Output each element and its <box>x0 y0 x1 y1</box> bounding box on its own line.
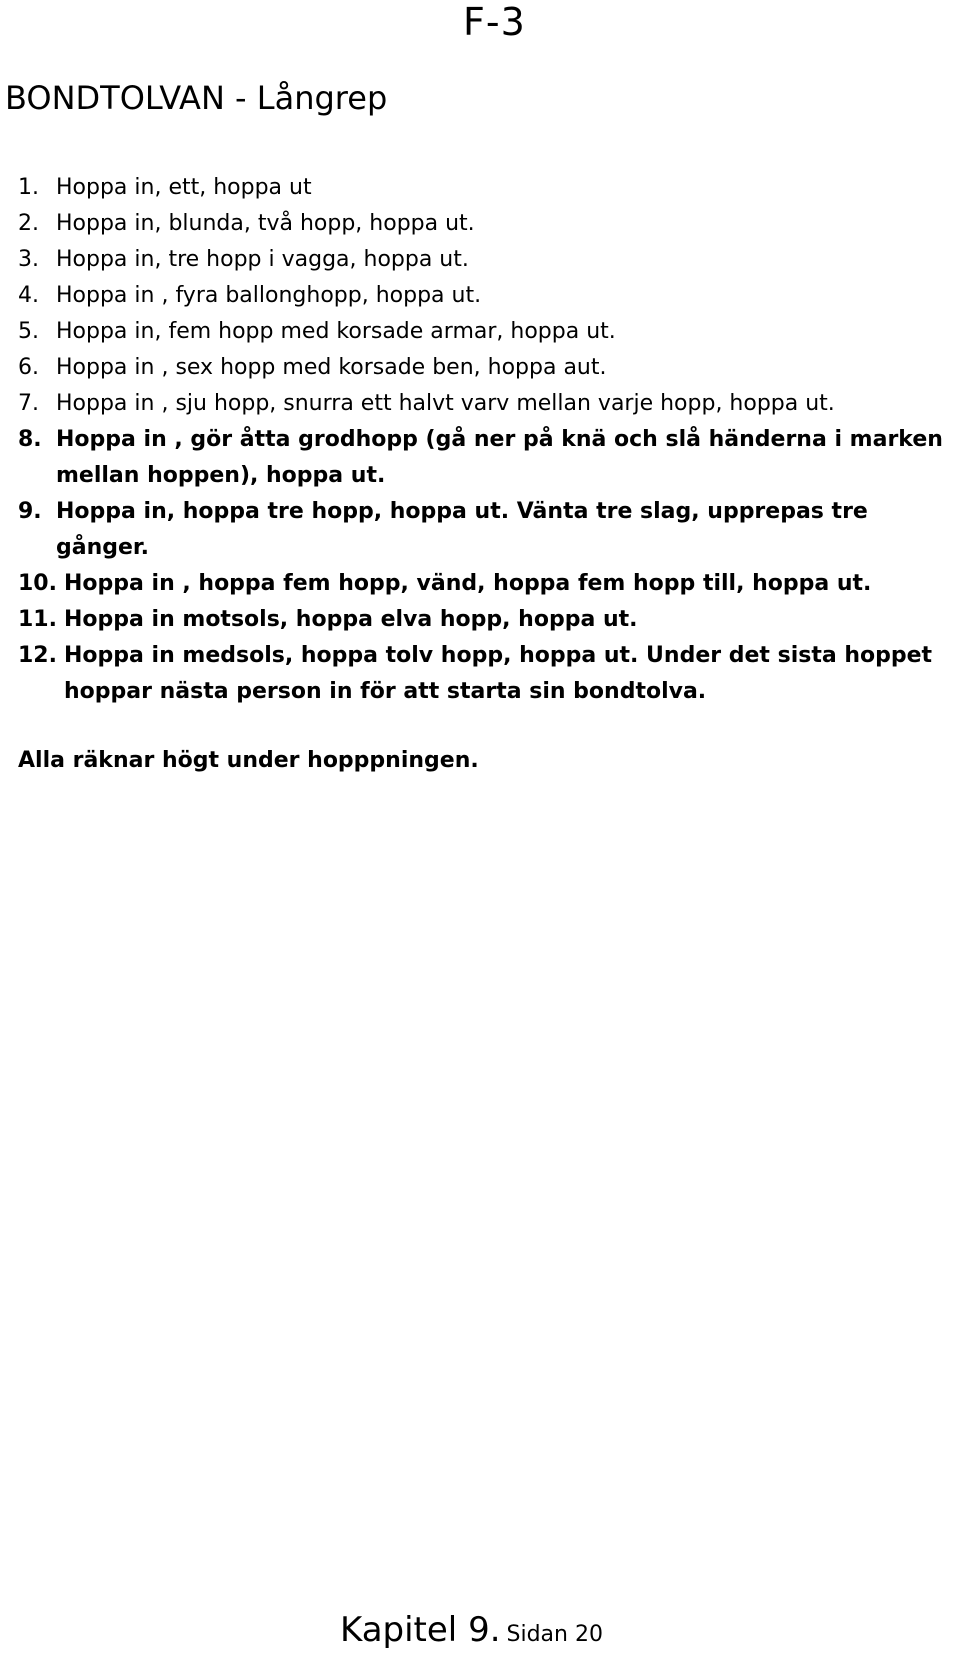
step-number: 6. <box>18 355 39 380</box>
list-item <box>18 206 953 242</box>
list-item <box>18 386 953 422</box>
closing-note: Alla räknar högt under hopppningen. <box>18 748 479 773</box>
step-text: Hoppa in, fem hopp med korsade armar, hoppa ut. <box>56 319 616 344</box>
step-number: 8. <box>18 427 42 452</box>
step-text: Hoppa in , gör åtta grodhopp (gå ner på knä och slå händerna i marken mellan hoppen), hoppa ut. <box>56 427 943 488</box>
step-number: 2. <box>18 211 39 236</box>
step-text: Hoppa in , hoppa fem hopp, vänd, hoppa fem hopp till, hoppa ut. <box>64 571 872 596</box>
step-number: 7. <box>18 391 39 416</box>
page-code: F-3 <box>463 0 526 44</box>
document-title: BONDTOLVAN - Långrep <box>5 79 388 117</box>
list-item <box>18 278 953 314</box>
list-item <box>18 566 953 602</box>
step-number: 3. <box>18 247 39 272</box>
step-text: Hoppa in , fyra ballonghopp, hoppa ut. <box>56 283 482 308</box>
list-item <box>18 422 953 494</box>
list-item <box>18 602 953 638</box>
list-item <box>18 638 953 710</box>
step-text: Hoppa in motsols, hoppa elva hopp, hoppa ut. <box>64 607 638 632</box>
step-number: 11. <box>18 607 57 632</box>
step-text: Hoppa in, blunda, två hopp, hoppa ut. <box>56 211 475 236</box>
step-text: Hoppa in, hoppa tre hopp, hoppa ut. Vänta tre slag, upprepas tre gånger. <box>56 499 868 560</box>
step-number: 1. <box>18 175 39 200</box>
list-item <box>18 350 953 386</box>
step-list <box>18 170 953 710</box>
list-item <box>18 314 953 350</box>
step-text: Hoppa in, ett, hoppa ut <box>56 175 312 200</box>
step-text: Hoppa in , sju hopp, snurra ett halvt varv mellan varje hopp, hoppa ut. <box>56 391 835 416</box>
page-footer <box>340 1610 603 1655</box>
list-item <box>18 170 953 206</box>
step-text: Hoppa in, tre hopp i vagga, hoppa ut. <box>56 247 469 272</box>
step-text: Hoppa in medsols, hoppa tolv hopp, hoppa ut. Under det sista hoppet hoppar nästa person in för att starta sin bondtolva. <box>64 643 933 704</box>
list-item <box>18 494 953 566</box>
step-number: 9. <box>18 499 42 524</box>
footer-chapter: Kapitel 9. <box>340 1610 501 1650</box>
step-number: 5. <box>18 319 39 344</box>
step-number: 10. <box>18 571 57 596</box>
step-number: 12. <box>18 643 57 668</box>
step-number: 4. <box>18 283 39 308</box>
step-text: Hoppa in , sex hopp med korsade ben, hoppa aut. <box>56 355 607 380</box>
list-item <box>18 242 953 278</box>
footer-page-number: Sidan 20 <box>506 1622 603 1647</box>
